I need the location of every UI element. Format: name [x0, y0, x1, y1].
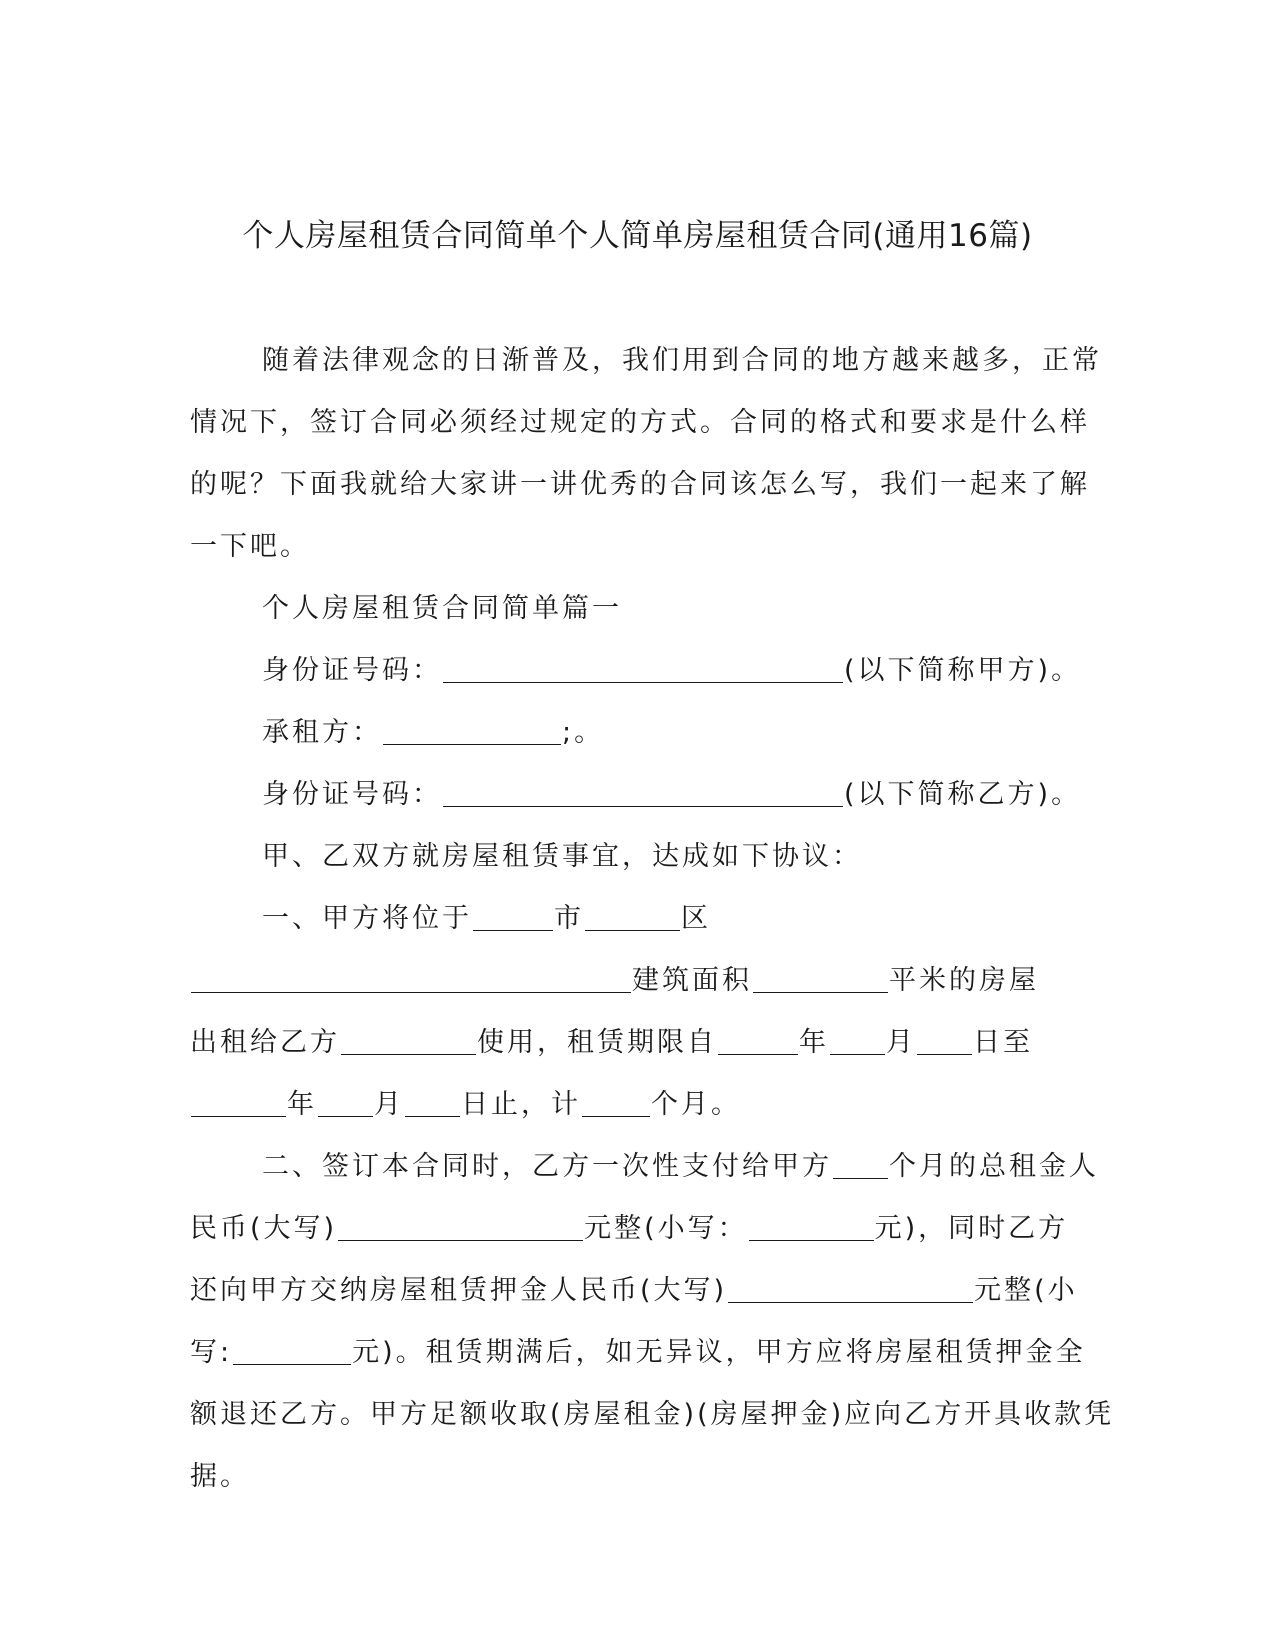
clause2-line-6: 据。	[190, 1461, 250, 1492]
clause2-text-2c: 元)，同时乙方	[874, 1213, 1069, 1244]
intro-line-3: 的呢？下面我就给大家讲一讲优秀的合同该怎么写，我们一起来了解	[190, 469, 1090, 500]
clause2-line-2	[190, 1198, 1080, 1260]
lessee-label: 承租方：	[262, 717, 382, 748]
end-day-blank	[405, 1084, 460, 1117]
clause2-line-4	[190, 1322, 1086, 1384]
lessor-id-suffix: (以下简称甲方)。	[844, 655, 1082, 686]
lessee-line	[190, 702, 1080, 764]
rent-to-label: 出租给乙方	[190, 1027, 340, 1058]
clause2-text-2a: 民币(大写)	[190, 1213, 338, 1244]
use-period-label: 使用，租赁期限自	[477, 1027, 717, 1058]
section-heading: 个人房屋租赁合同简单篇一	[262, 593, 622, 624]
start-year-blank	[718, 1022, 798, 1055]
end-year-label: 年	[287, 1089, 317, 1120]
city-label: 市	[554, 903, 584, 934]
months-total-label: 个月。	[651, 1089, 741, 1120]
lessee-id-label: 身份证号码：	[262, 779, 442, 810]
clause1-text-1: 一、甲方将位于	[262, 903, 472, 934]
clause2-text-3a: 还向甲方交纳房屋租赁押金人民币(大写)	[190, 1275, 728, 1306]
clause2-text-4b: 元)。租赁期满后，如无异议，甲方应将房屋租赁押金全	[352, 1337, 1086, 1368]
document-title: 个人房屋租赁合同简单个人简单房屋租赁合同(通用16篇)	[242, 218, 1033, 254]
document-body	[190, 330, 1115, 1508]
intro-line-4: 一下吧。	[190, 531, 310, 562]
clause2-line-5: 额退还乙方。甲方足额收取(房屋租金)(房屋押金)应向乙方开具收款凭	[190, 1399, 1115, 1430]
lessor-id-blank	[443, 650, 843, 683]
sqm-label: 平米的房屋	[889, 965, 1039, 996]
clause1-line-2	[190, 950, 1080, 1012]
end-month-blank	[318, 1084, 373, 1117]
clause2-line-3	[190, 1260, 1080, 1322]
intro-line-1: 随着法律观念的日渐普及，我们用到合同的地方越来越多，正常	[262, 345, 1102, 376]
district-blank	[585, 898, 680, 931]
clause1-line-4	[190, 1074, 1080, 1136]
use-blank	[341, 1022, 476, 1055]
clause2-text-3b: 元整(小	[974, 1275, 1078, 1306]
end-month-label: 月	[374, 1089, 404, 1120]
clause1-line-1	[190, 888, 1080, 950]
area-label: 建筑面积	[632, 965, 752, 996]
deposit-upper-blank	[728, 1270, 973, 1303]
clause2-text-1b: 个月的总租金人	[889, 1151, 1099, 1182]
total-months-blank	[582, 1084, 650, 1117]
lessee-suffix: ;。	[562, 717, 605, 748]
clause2-text-2b: 元整(小写：	[584, 1213, 748, 1244]
lessee-id-line	[190, 764, 1080, 826]
area-blank	[753, 960, 888, 993]
lessor-id-label: 身份证号码：	[262, 655, 442, 686]
day-to-label: 日至	[973, 1027, 1033, 1058]
address-blank	[191, 960, 631, 993]
clause2-line-1	[190, 1136, 1099, 1198]
clause1-line-3	[190, 1012, 1080, 1074]
intro-line-2: 情况下，签订合同必须经过规定的方式。合同的格式和要求是什么样	[190, 407, 1090, 438]
start-day-blank	[917, 1022, 972, 1055]
agreement-intro: 甲、乙双方就房屋租赁事宜，达成如下协议：	[262, 841, 862, 872]
city-blank	[473, 898, 553, 931]
day-end-label: 日止，计	[461, 1089, 581, 1120]
clause2-text-1: 二、签订本合同时，乙方一次性支付给甲方	[262, 1151, 832, 1182]
lessee-id-suffix: (以下简称乙方)。	[844, 779, 1082, 810]
lessee-blank	[383, 712, 561, 745]
prepay-months-blank	[833, 1146, 888, 1179]
deposit-lower-blank	[233, 1332, 351, 1365]
district-label: 区	[681, 903, 711, 934]
start-month-label: 月	[886, 1027, 916, 1058]
end-year-blank	[191, 1084, 286, 1117]
clause2-text-4a: 写:	[190, 1337, 233, 1368]
rent-lower-blank	[749, 1208, 874, 1241]
start-year-label: 年	[799, 1027, 829, 1058]
lessor-id-line	[190, 640, 1080, 702]
lessee-id-blank	[443, 774, 843, 807]
rent-upper-blank	[338, 1208, 583, 1241]
start-month-blank	[830, 1022, 885, 1055]
